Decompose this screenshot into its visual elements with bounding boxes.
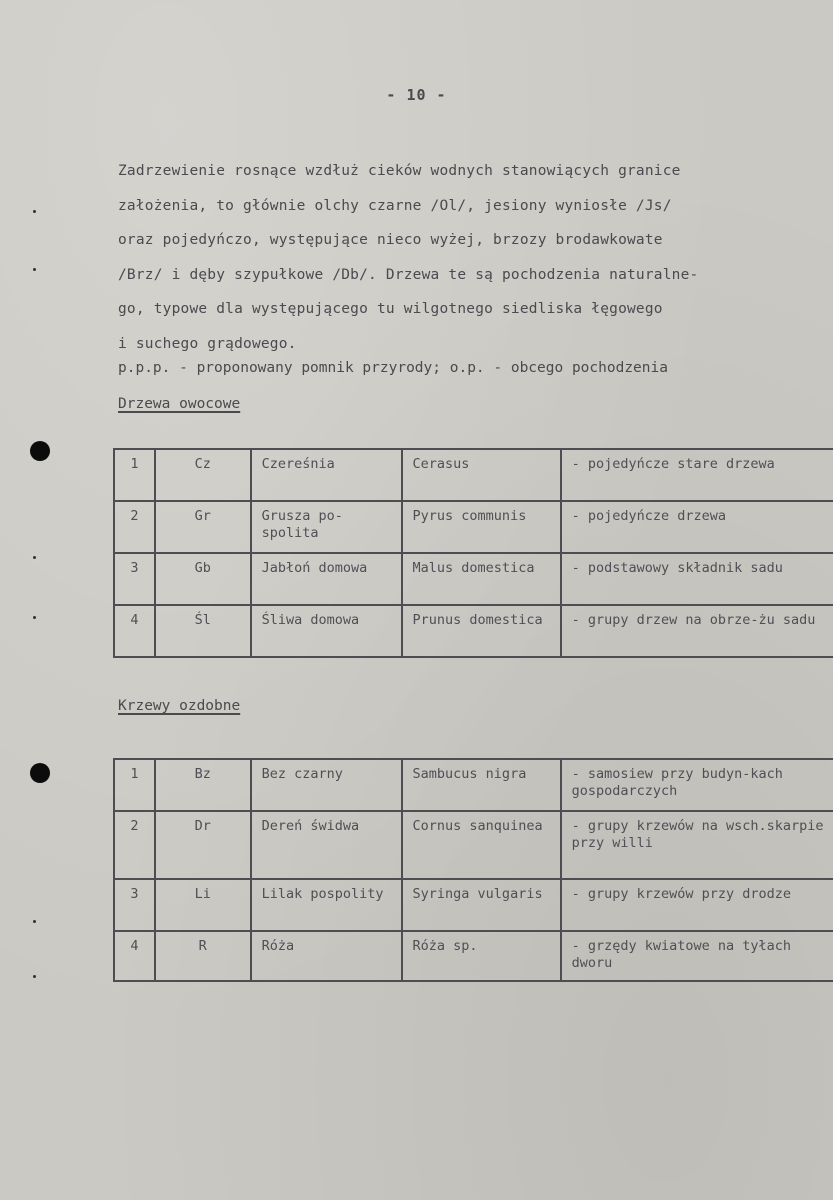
- page-number: - 10 -: [386, 86, 447, 104]
- fruit-trees-table: [113, 448, 833, 658]
- polish-name: Bez czarny: [251, 759, 402, 811]
- latin-name: Syringa vulgaris: [402, 879, 561, 931]
- polish-name: Jabłoń domowa: [251, 553, 402, 605]
- table-row: [114, 501, 833, 553]
- paragraph-line: założenia, to głównie olchy czarne /Ol/, jesiony wyniosłe /Js/: [118, 197, 672, 214]
- polish-name: Dereń świdwa: [251, 811, 402, 879]
- section-heading-fruit-trees: Drzewa owocowe: [118, 396, 241, 412]
- remarks: - pojedyńcze stare drzewa: [561, 449, 833, 501]
- row-number: 3: [114, 879, 155, 931]
- row-number: 3: [114, 553, 155, 605]
- latin-name: Malus domestica: [402, 553, 561, 605]
- remarks: - grupy krzewów na wsch.skarpie przy willi: [561, 811, 833, 879]
- row-number: 1: [114, 759, 155, 811]
- table-row: [114, 931, 833, 981]
- latin-name: Cerasus: [402, 449, 561, 501]
- row-number: 4: [114, 605, 155, 657]
- paragraph-line: oraz pojedyńczo, występujące nieco wyżej, brzozy brodawkowate: [118, 232, 663, 249]
- speck: [33, 616, 36, 619]
- species-code: Śl: [155, 605, 251, 657]
- table-row: [114, 759, 833, 811]
- species-code: Gb: [155, 553, 251, 605]
- remarks: - pojedyńcze drzewa: [561, 501, 833, 553]
- row-number: 1: [114, 449, 155, 501]
- punch-hole: [30, 763, 50, 783]
- latin-name: Róża sp.: [402, 931, 561, 981]
- row-number: 4: [114, 931, 155, 981]
- polish-name: Grusza po-spolita: [251, 501, 402, 553]
- polish-name: Róża: [251, 931, 402, 981]
- row-number: 2: [114, 501, 155, 553]
- polish-name: Czereśnia: [251, 449, 402, 501]
- punch-hole: [30, 441, 50, 461]
- remarks: - podstawowy składnik sadu: [561, 553, 833, 605]
- abbreviation-legend: p.p.p. - proponowany pomnik przyrody; o.p. - obcego pochodzenia: [118, 360, 668, 376]
- paragraph-line: /Brz/ i dęby szypułkowe /Db/. Drzewa te są pochodzenia naturalne-: [118, 266, 699, 283]
- table-row: [114, 553, 833, 605]
- speck: [33, 556, 36, 559]
- table-row: [114, 811, 833, 879]
- latin-name: Cornus sanquinea: [402, 811, 561, 879]
- species-code: Gr: [155, 501, 251, 553]
- speck: [33, 975, 36, 978]
- latin-name: Prunus domestica: [402, 605, 561, 657]
- table-row: [114, 605, 833, 657]
- table-row: [114, 449, 833, 501]
- species-code: Cz: [155, 449, 251, 501]
- row-number: 2: [114, 811, 155, 879]
- speck: [33, 210, 36, 213]
- section-heading-ornamental-shrubs: Krzewy ozdobne: [118, 698, 241, 714]
- remarks: - grupy drzew na obrze-żu sadu: [561, 605, 833, 657]
- polish-name: Lilak pospolity: [251, 879, 402, 931]
- paragraph-line: Zadrzewienie rosnące wzdłuż cieków wodnych stanowiących granice: [118, 163, 681, 179]
- ornamental-shrubs-table: [113, 758, 833, 982]
- species-code: Dr: [155, 811, 251, 879]
- latin-name: Sambucus nigra: [402, 759, 561, 811]
- paragraph-line: i suchego grądowego.: [118, 335, 297, 352]
- table-row: [114, 879, 833, 931]
- remarks: - grzędy kwiatowe na tyłach dworu: [561, 931, 833, 981]
- species-code: Bz: [155, 759, 251, 811]
- body-paragraph: [118, 154, 808, 362]
- latin-name: Pyrus communis: [402, 501, 561, 553]
- remarks: - grupy krzewów przy drodze: [561, 879, 833, 931]
- speck: [33, 268, 36, 271]
- paragraph-line: go, typowe dla występującego tu wilgotnego siedliska łęgowego: [118, 301, 663, 318]
- species-code: Li: [155, 879, 251, 931]
- speck: [33, 920, 36, 923]
- polish-name: Śliwa domowa: [251, 605, 402, 657]
- remarks: - samosiew przy budyn-kach gospodarczych: [561, 759, 833, 811]
- species-code: R: [155, 931, 251, 981]
